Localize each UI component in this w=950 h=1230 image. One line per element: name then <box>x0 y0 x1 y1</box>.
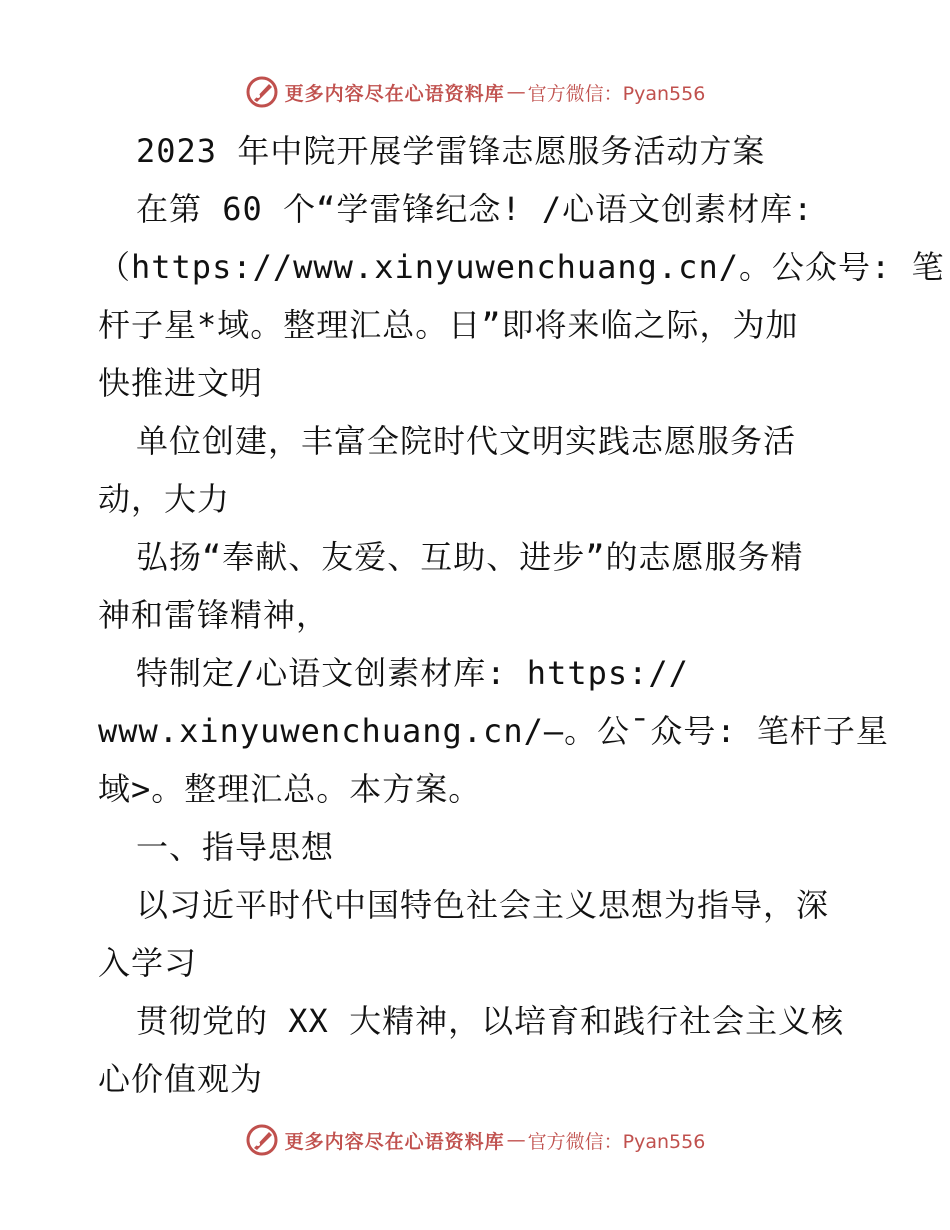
document-body <box>98 122 945 1108</box>
banner-text: 更多内容尽在心语资料库 <box>284 82 505 105</box>
text-line: （https://www.xinyuwenchuang.cn/。公众号: 笔 <box>98 248 945 286</box>
text-line: 在第 60 个“学雷锋纪念! /心语文创素材库: <box>136 190 814 228</box>
text-line: www.xinyuwenchuang.cn/—。公¯众号: 笔杆子星 <box>98 712 889 750</box>
text-line: 心价值观为 <box>98 1060 264 1098</box>
text-line: 单位创建，丰富全院时代文明实践志愿服务活 <box>136 422 797 460</box>
banner-dash: — <box>506 1129 526 1151</box>
text-line: 杆子星*域。整理汇总。日”即将来临之际，为加 <box>98 306 799 344</box>
text-line: 弘扬“奉献、友爱、互助、进步”的志愿服务精 <box>136 538 804 576</box>
text-line: 特制定/心语文创素材库: https:// <box>136 654 689 692</box>
text-line: 以习近平时代中国特色社会主义思想为指导，深 <box>136 886 830 924</box>
text-line: 域>。整理汇总。本方案。 <box>98 770 482 808</box>
document-title: 2023 年中院开展学雷锋志愿服务活动方案 <box>136 132 766 170</box>
text-line: 神和雷锋精神， <box>98 596 330 634</box>
footer-banner <box>0 1120 950 1160</box>
banner-contact: 官方微信：Pyan556 <box>527 1130 706 1153</box>
text-line: 贯彻党的 XX 大精神，以培育和践行社会主义核 <box>136 1002 845 1040</box>
section-heading: 一、指导思想 <box>136 828 335 866</box>
banner-contact: 官方微信：Pyan556 <box>527 82 706 105</box>
header-banner <box>0 72 950 112</box>
text-line: 动，大力 <box>98 480 231 518</box>
banner-text: 更多内容尽在心语资料库 <box>284 1130 505 1153</box>
pen-logo-icon <box>245 1123 279 1157</box>
text-line: 入学习 <box>98 944 198 982</box>
pen-logo-icon <box>245 75 279 109</box>
text-line: 快推进文明 <box>98 364 264 402</box>
banner-dash: — <box>506 81 526 103</box>
